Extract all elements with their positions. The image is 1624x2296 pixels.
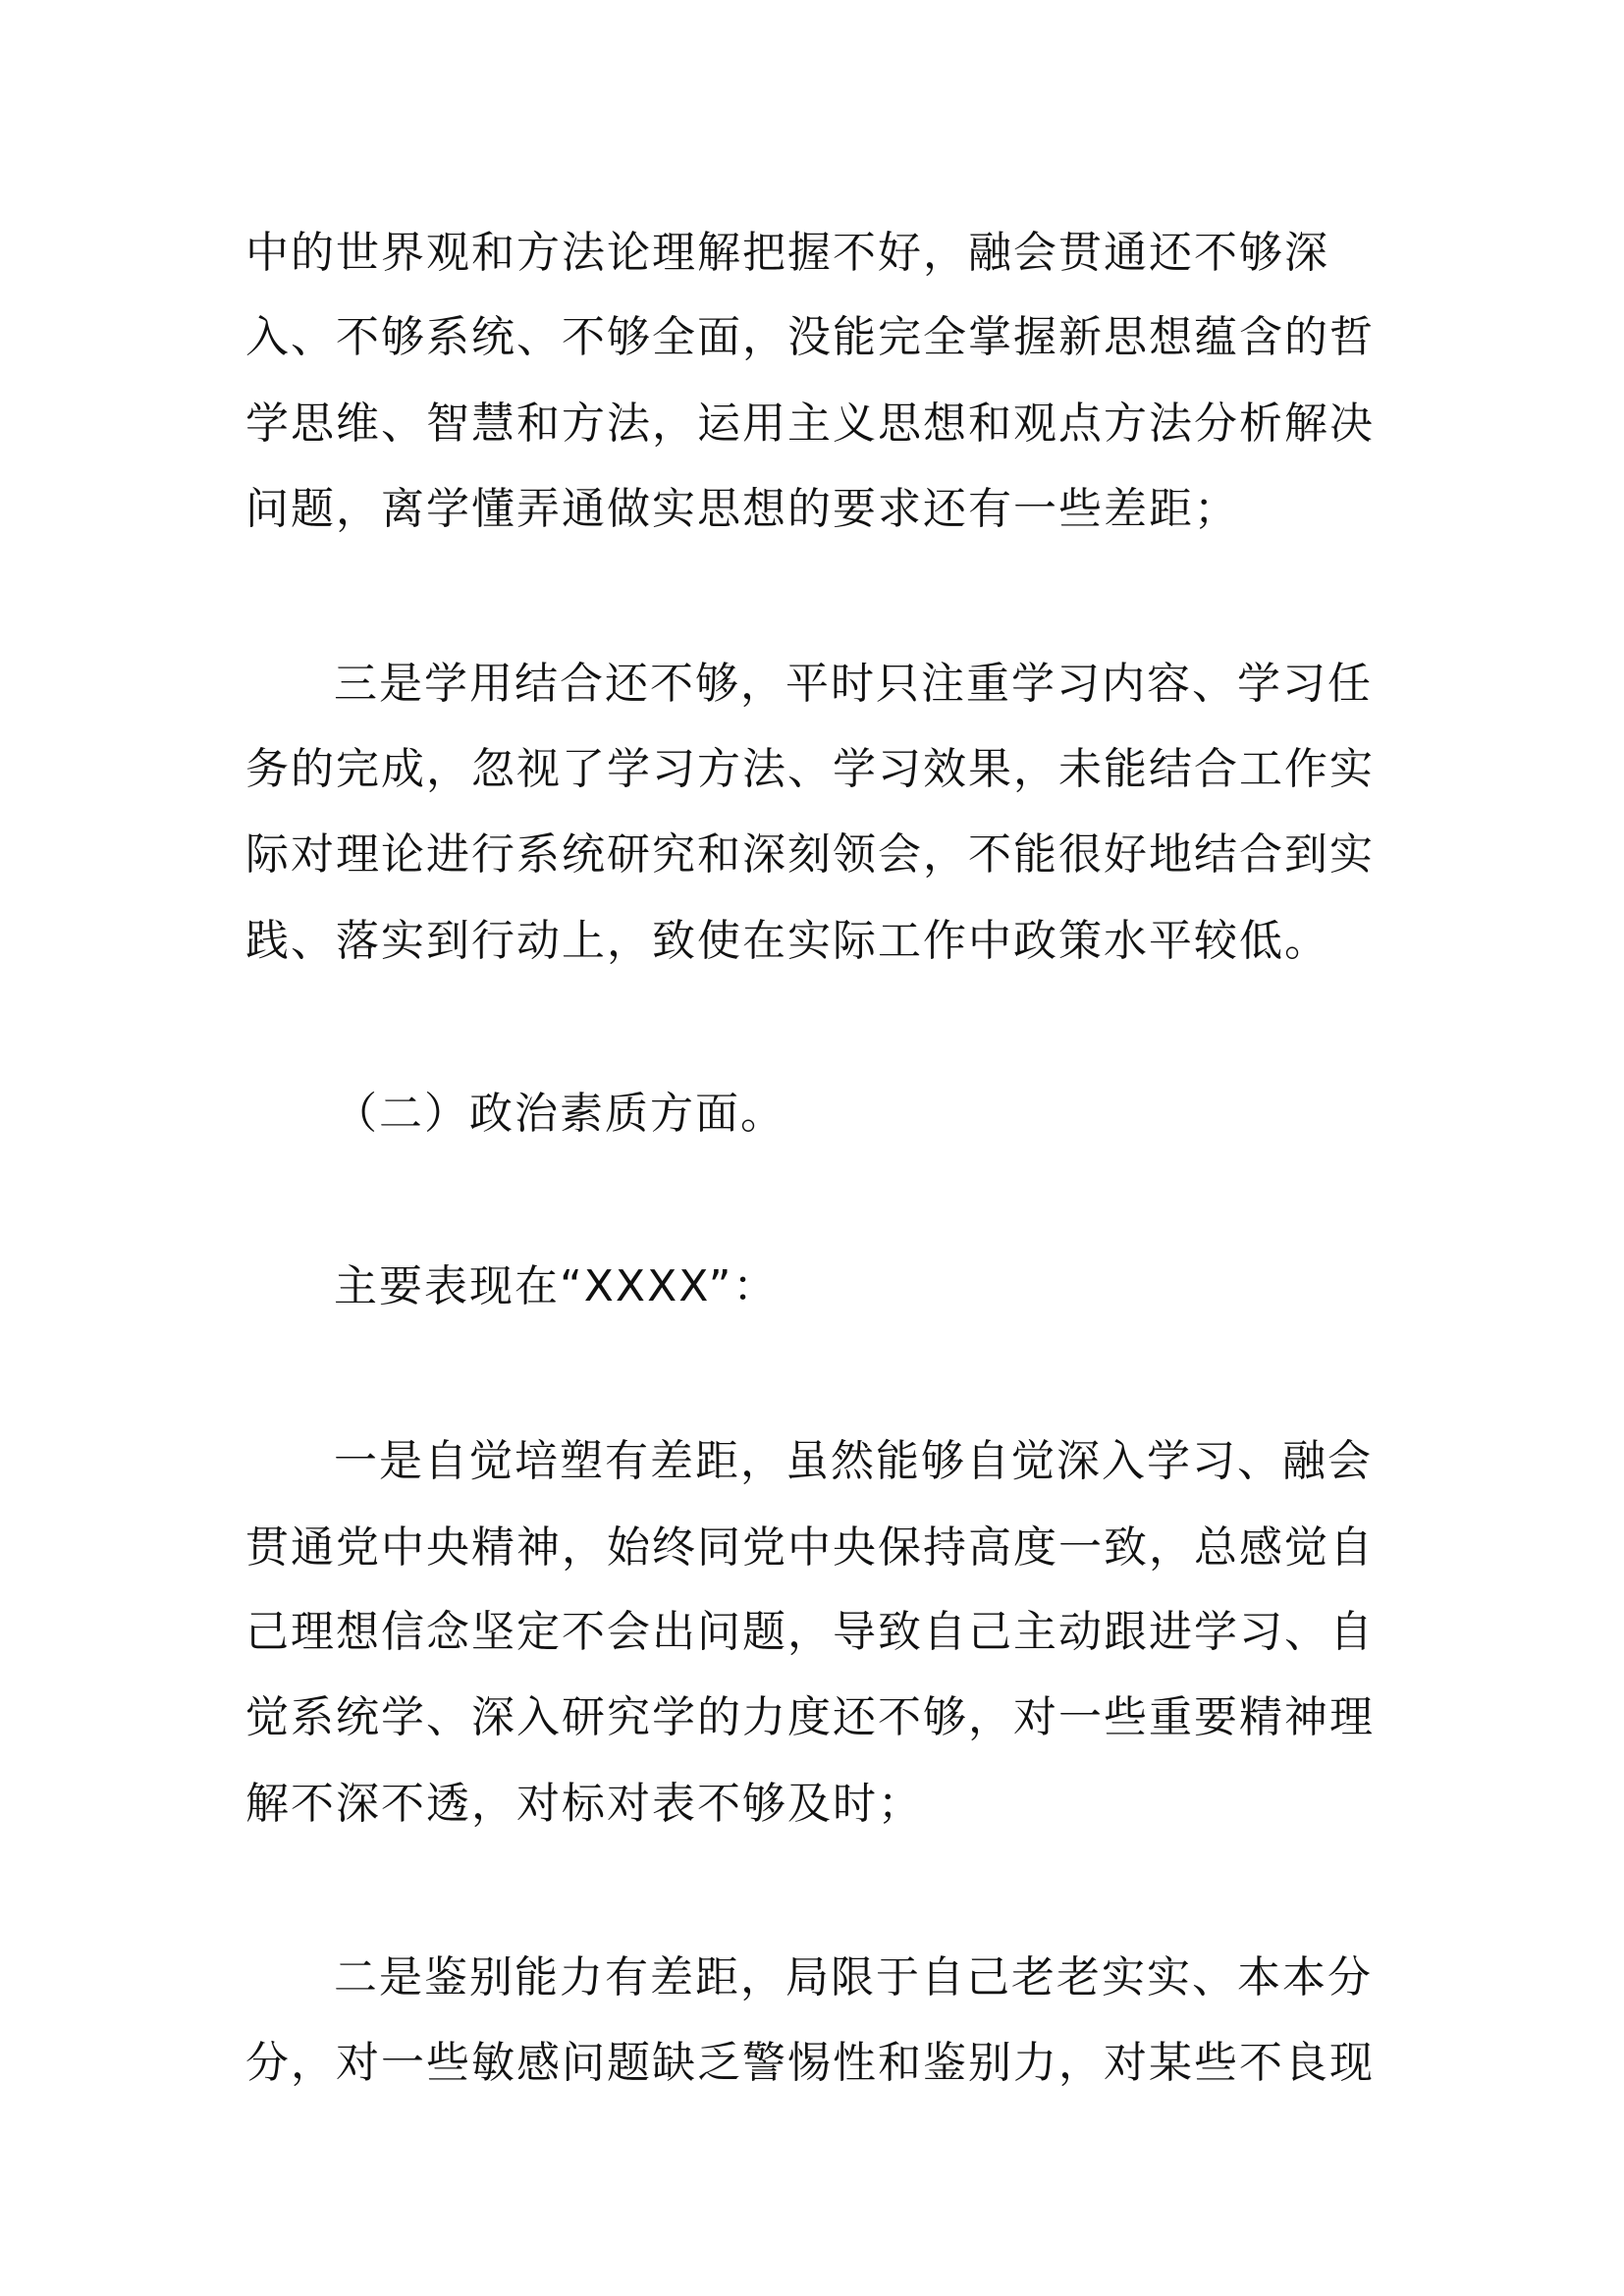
text-line: 问题，离学懂弄通做实思想的要求还有一些差距；	[245, 484, 1239, 534]
text-line: 务的完成，忽视了学习方法、学习效果，未能结合工作实	[245, 744, 1375, 794]
text-line: 学思维、智慧和方法，运用主义思想和观点方法分析解决	[245, 399, 1375, 449]
text-line: 分，对一些敏感问题缺乏警惕性和鉴别力，对某些不良现	[245, 2038, 1375, 2088]
text-line: 二是鉴别能力有差距，局限于自己老老实实、本本分	[334, 1952, 1373, 2002]
text-line: 己理想信念坚定不会出问题，导致自己主动跟进学习、自	[245, 1607, 1375, 1657]
text-line: 践、落实到行动上，致使在实际工作中政策水平较低。	[245, 916, 1329, 966]
text-line: 际对理论进行系统研究和深刻领会，不能很好地结合到实	[245, 829, 1375, 880]
text-line: 觉系统学、深入研究学的力度还不够，对一些重要精神理	[245, 1692, 1375, 1742]
section-heading: （二）政治素质方面。	[334, 1089, 785, 1139]
text-line: 一是自觉培塑有差距，虽然能够自觉深入学习、融会	[334, 1436, 1373, 1486]
text-line: 贯通党中央精神，始终同党中央保持高度一致，总感觉自	[245, 1522, 1375, 1573]
text-line: 中的世界观和方法论理解把握不好，融会贯通还不够深	[245, 228, 1329, 278]
paragraph-intro: 主要表现在“XXXX”：	[334, 1261, 779, 1311]
text-line: 三是学用结合还不够，平时只注重学习内容、学习任	[334, 659, 1373, 709]
text-line: 入、不够系统、不够全面，没能完全掌握新思想蕴含的哲	[245, 312, 1375, 362]
text-line: 解不深不透，对标对表不够及时；	[245, 1779, 923, 1829]
